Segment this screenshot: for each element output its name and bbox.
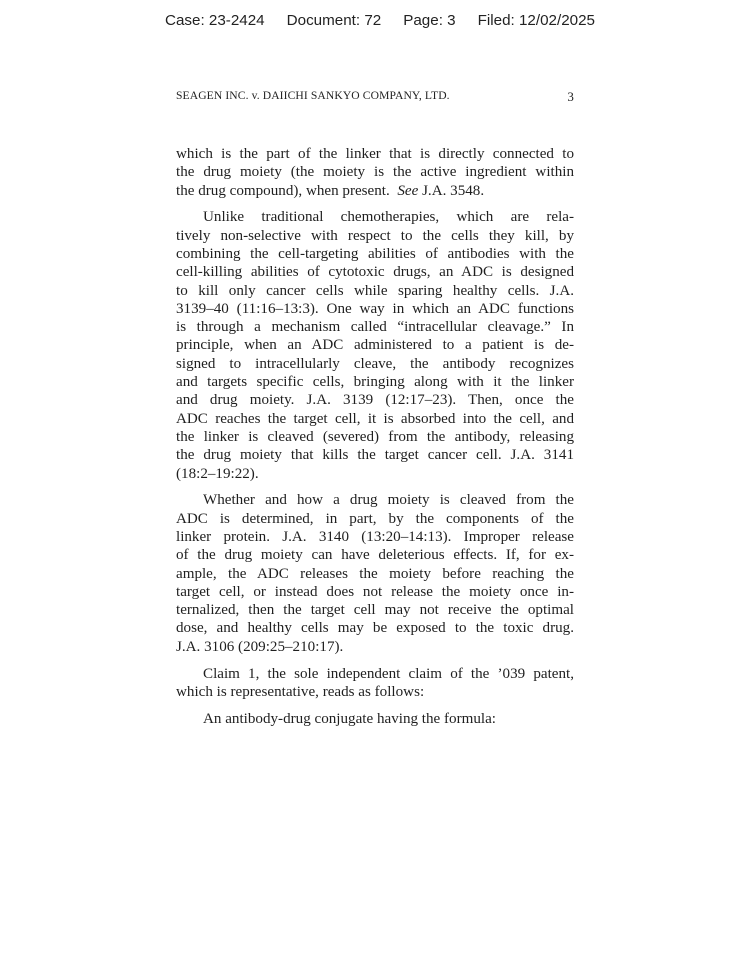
text-line: dose, and healthy cells may be exposed to the toxic drug. bbox=[176, 620, 574, 637]
paragraph-claim-intro bbox=[176, 665, 574, 702]
document-number: Document: 72 bbox=[286, 12, 382, 29]
text-line: ample, the ADC releases the moiety before reaching the bbox=[176, 565, 574, 582]
text-line: ADC is determined, in part, by the components of the bbox=[176, 510, 574, 527]
text-line: the linker is cleaved (severed) from the antibody, releasing bbox=[176, 428, 574, 445]
text-fragment: the drug compound), when present. bbox=[176, 182, 390, 199]
text-line: which is the part of the linker that is directly connected to bbox=[176, 146, 574, 162]
stamp-page-number: Page: 3 bbox=[403, 12, 456, 29]
text-line: target cell, or instead does not release the moiety once in- bbox=[176, 583, 574, 600]
citation: J.A. 3548. bbox=[422, 182, 485, 199]
paragraph-adc-mechanism bbox=[176, 208, 574, 482]
text-line: combining the cell-targeting abilities of antibodies with the bbox=[176, 245, 574, 262]
text-line: Whether and how a drug moiety is cleaved from the bbox=[203, 492, 574, 509]
filed-date: Filed: 12/02/2025 bbox=[477, 12, 595, 29]
text-line: linker protein. J.A. 3140 (13:20–14:13). Improper release bbox=[176, 528, 574, 545]
text-line: cell-killing abilities of cytotoxic drugs, an ADC is designed bbox=[176, 264, 574, 281]
page-number: 3 bbox=[567, 89, 574, 104]
text-line: (18:2–19:22). bbox=[176, 465, 259, 482]
text-line bbox=[176, 182, 574, 200]
running-head bbox=[176, 89, 574, 105]
text-line: the drug moiety that kills the target cancer cell. J.A. 3141 bbox=[176, 447, 574, 464]
paragraph-claim-text bbox=[176, 710, 574, 728]
case-caption: SEAGEN INC. v. DAIICHI SANKYO COMPANY, LTD. bbox=[176, 89, 450, 102]
text-line: signed to intracellularly cleave, the antibody recognizes bbox=[176, 355, 574, 372]
see-signal: See bbox=[397, 182, 419, 199]
text-line: tively non-selective with respect to the cells they kill, by bbox=[176, 227, 574, 244]
opinion-body bbox=[176, 145, 574, 736]
case-number: Case: 23-2424 bbox=[165, 12, 265, 29]
text-line: of the drug moiety can have deleterious effects. If, for ex- bbox=[176, 547, 574, 564]
text-line: ADC reaches the target cell, it is absorbed into the cell, and bbox=[176, 410, 574, 427]
text-line: Unlike traditional chemotherapies, which are rela- bbox=[203, 209, 574, 226]
text-line: An antibody-drug conjugate having the formula: bbox=[203, 710, 496, 727]
text-line: is through a mechanism called “intracellular cleavage.” In bbox=[176, 319, 574, 336]
text-line: which is representative, reads as follows: bbox=[176, 683, 425, 700]
paragraph-drug-release bbox=[176, 491, 574, 656]
text-line: Claim 1, the sole independent claim of the ’039 patent, bbox=[203, 665, 574, 682]
text-line: the drug moiety (the moiety is the active ingredient within bbox=[176, 164, 574, 181]
court-filing-stamp bbox=[165, 12, 595, 29]
text-line: 3139–40 (11:16–13:3). One way in which an ADC functions bbox=[176, 300, 574, 317]
text-line: and targets specific cells, bringing along with it the linker bbox=[176, 374, 574, 391]
text-line: principle, when an ADC administered to a patient is de- bbox=[176, 337, 574, 354]
text-line: ternalized, then the target cell may not receive the optimal bbox=[176, 602, 574, 619]
text-line: and drug moiety. J.A. 3139 (12:17–23). Then, once the bbox=[176, 392, 574, 409]
paragraph-linker-definition bbox=[176, 145, 574, 200]
text-line: J.A. 3106 (209:25–210:17). bbox=[176, 638, 344, 655]
text-line: to kill only cancer cells while sparing healthy cells. J.A. bbox=[176, 282, 574, 299]
